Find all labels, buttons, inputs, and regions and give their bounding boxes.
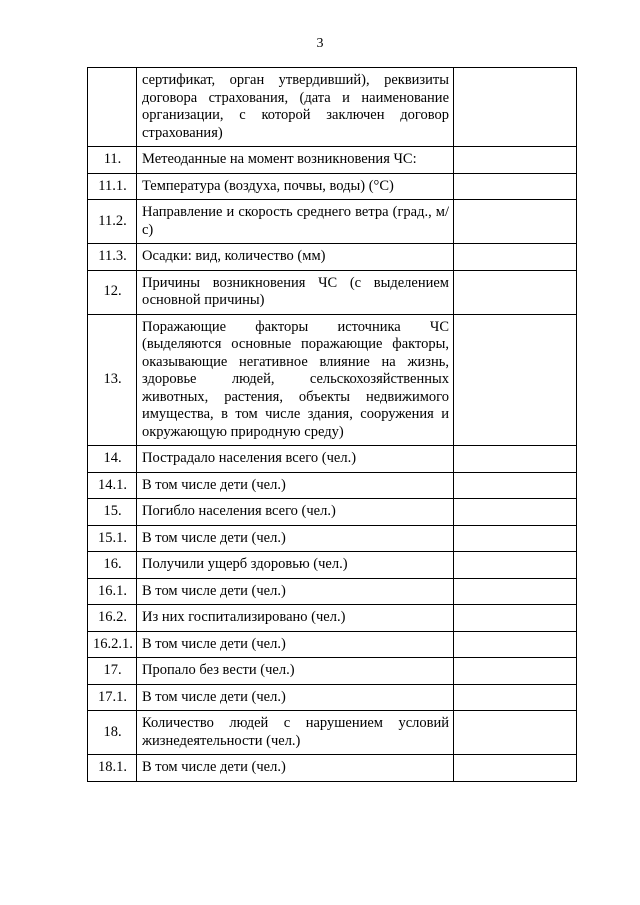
row-description: Из них госпитализировано (чел.)	[137, 605, 454, 632]
row-number: 17.1.	[88, 684, 137, 711]
table-row	[88, 244, 577, 271]
row-value-cell[interactable]	[454, 147, 577, 174]
row-number: 13.	[88, 314, 137, 446]
row-value-cell[interactable]	[454, 446, 577, 473]
table-row	[88, 684, 577, 711]
row-value-cell[interactable]	[454, 755, 577, 782]
table-row	[88, 525, 577, 552]
table-row	[88, 446, 577, 473]
table-row	[88, 173, 577, 200]
row-value-cell[interactable]	[454, 270, 577, 314]
row-description: В том числе дети (чел.)	[137, 755, 454, 782]
row-value-cell[interactable]	[454, 711, 577, 755]
row-value-cell[interactable]	[454, 525, 577, 552]
row-description: Получили ущерб здоровью (чел.)	[137, 552, 454, 579]
row-number: 11.3.	[88, 244, 137, 271]
row-number: 17.	[88, 658, 137, 685]
row-number	[88, 68, 137, 147]
table-row	[88, 499, 577, 526]
row-value-cell[interactable]	[454, 499, 577, 526]
row-description: сертификат, орган утвердивший), реквизиты договора страхования, (дата и наименование организации, с которой заключен договор страхования)	[137, 68, 454, 147]
table-row	[88, 472, 577, 499]
row-description: В том числе дети (чел.)	[137, 684, 454, 711]
row-value-cell[interactable]	[454, 578, 577, 605]
row-number: 16.	[88, 552, 137, 579]
table-row	[88, 552, 577, 579]
table-row	[88, 314, 577, 446]
row-value-cell[interactable]	[454, 605, 577, 632]
row-value-cell[interactable]	[454, 631, 577, 658]
row-value-cell[interactable]	[454, 173, 577, 200]
table-row	[88, 578, 577, 605]
row-description: В том числе дети (чел.)	[137, 578, 454, 605]
row-description: Причины возникновения ЧС (с выделением основной причины)	[137, 270, 454, 314]
row-description: Осадки: вид, количество (мм)	[137, 244, 454, 271]
row-number: 11.1.	[88, 173, 137, 200]
row-value-cell[interactable]	[454, 472, 577, 499]
row-number: 12.	[88, 270, 137, 314]
table-row	[88, 755, 577, 782]
row-value-cell[interactable]	[454, 552, 577, 579]
row-number: 14.	[88, 446, 137, 473]
row-number: 16.2.1.	[88, 631, 137, 658]
row-value-cell[interactable]	[454, 68, 577, 147]
row-description: Направление и скорость среднего ветра (град., м/с)	[137, 200, 454, 244]
table-row	[88, 658, 577, 685]
row-description: Метеоданные на момент возникновения ЧС:	[137, 147, 454, 174]
row-description: В том числе дети (чел.)	[137, 525, 454, 552]
row-description: В том числе дети (чел.)	[137, 631, 454, 658]
row-number: 18.	[88, 711, 137, 755]
page-number: 3	[316, 36, 324, 51]
table-row	[88, 147, 577, 174]
table-row	[88, 631, 577, 658]
row-number: 16.2.	[88, 605, 137, 632]
row-value-cell[interactable]	[454, 684, 577, 711]
row-description: Температура (воздуха, почвы, воды) (°С)	[137, 173, 454, 200]
row-value-cell[interactable]	[454, 658, 577, 685]
row-number: 11.	[88, 147, 137, 174]
row-value-cell[interactable]	[454, 200, 577, 244]
table-row	[88, 605, 577, 632]
row-description: Количество людей с нарушением условий жизнедеятельности (чел.)	[137, 711, 454, 755]
row-number: 14.1.	[88, 472, 137, 499]
row-description: Погибло населения всего (чел.)	[137, 499, 454, 526]
row-number: 11.2.	[88, 200, 137, 244]
report-form-table	[87, 67, 577, 782]
table-row	[88, 68, 577, 147]
row-description: В том числе дети (чел.)	[137, 472, 454, 499]
row-description: Пропало без вести (чел.)	[137, 658, 454, 685]
row-description: Поражающие факторы источника ЧС (выделяются основные поражающие факторы, оказывающие негативное влияние на жизнь, здоровье людей, сельскохозяйственных животных, растения, объекты недвижимого имущества, в том числе здания, сооружения и окружающую природную среду)	[137, 314, 454, 446]
table-row	[88, 711, 577, 755]
table-row	[88, 200, 577, 244]
row-number: 15.1.	[88, 525, 137, 552]
row-number: 16.1.	[88, 578, 137, 605]
row-value-cell[interactable]	[454, 244, 577, 271]
row-number: 15.	[88, 499, 137, 526]
table-row	[88, 270, 577, 314]
row-value-cell[interactable]	[454, 314, 577, 446]
row-description: Пострадало населения всего (чел.)	[137, 446, 454, 473]
row-number: 18.1.	[88, 755, 137, 782]
